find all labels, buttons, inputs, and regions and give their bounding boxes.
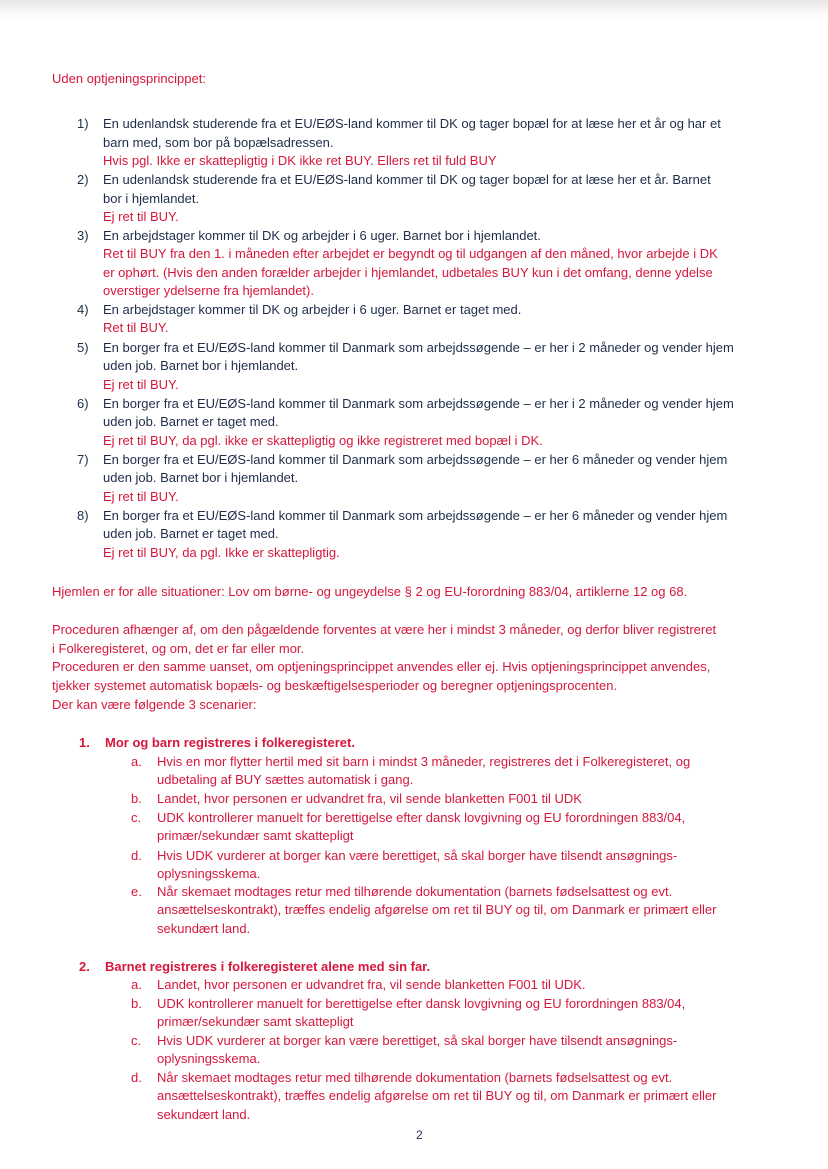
case-number: 8) bbox=[77, 508, 89, 523]
scenario-item-text: sekundært land. bbox=[157, 921, 251, 936]
case-text: uden job. Barnet er taget med. bbox=[103, 414, 279, 429]
case-text: uden job. Barnet er taget med. bbox=[103, 526, 279, 541]
scenario-item-text: udbetaling af BUY sættes automatisk i gang. bbox=[157, 772, 414, 787]
case-text: En borger fra et EU/EØS-land kommer til Danmark som arbejdssøgende – er her i 2 måneder og vender hjem bbox=[103, 340, 734, 355]
scenario-item-letter: b. bbox=[131, 996, 142, 1011]
scenario-item-text: ansættelseskontrakt), træffes endelig afgørelse om ret til BUY og til, om Danmark er primært eller bbox=[157, 902, 717, 917]
procedure-text: Der kan være følgende 3 scenarier: bbox=[52, 697, 257, 712]
case-text: En udenlandsk studerende fra et EU/EØS-land kommer til DK og tager bopæl for at læse her et år. Barnet bbox=[103, 172, 711, 187]
case-number: 2) bbox=[77, 172, 89, 187]
scenario-item-letter: d. bbox=[131, 1070, 142, 1085]
scenario-title: Barnet registreres i folkeregisteret alene med sin far. bbox=[105, 959, 431, 974]
scenario-item-text: Hvis en mor flytter hertil med sit barn i mindst 3 måneder, registreres det i Folkeregisteret, og bbox=[157, 754, 691, 769]
scenario-number: 1. bbox=[79, 735, 90, 750]
case-answer: er ophørt. (Hvis den anden forælder arbejder i hjemlandet, udbetales BUY kun i det omfang, denne ydelse bbox=[103, 265, 713, 280]
case-answer: Ej ret til BUY. bbox=[103, 377, 179, 392]
procedure-text: Proceduren er den samme uanset, om optjeningsprincippet anvendes eller ej. Hvis optjeningsprincippet anvendes, bbox=[52, 659, 711, 674]
case-answer: Hvis pgl. Ikke er skattepligtig i DK ikke ret BUY. Ellers ret til fuld BUY bbox=[103, 153, 497, 168]
case-number: 5) bbox=[77, 340, 89, 355]
case-text: bor i hjemlandet. bbox=[103, 191, 200, 206]
scenario-item-text: ansættelseskontrakt), træffes endelig afgørelse om ret til BUY og til, om Danmark er primært eller bbox=[157, 1088, 717, 1103]
page-number: 2 bbox=[416, 1128, 423, 1142]
case-text: En borger fra et EU/EØS-land kommer til Danmark som arbejdssøgende – er her 6 måneder og vender hjem bbox=[103, 508, 728, 523]
scenario-item-letter: b. bbox=[131, 791, 142, 806]
case-answer: Ej ret til BUY, da pgl. ikke er skattepligtig og ikke registreret med bopæl i DK. bbox=[103, 433, 543, 448]
case-text: En udenlandsk studerende fra et EU/EØS-land kommer til DK og tager bopæl for at læse her et år og har et bbox=[103, 116, 721, 131]
scenario-item-letter: c. bbox=[131, 810, 142, 825]
case-text: uden job. Barnet bor i hjemlandet. bbox=[103, 358, 299, 373]
case-number: 7) bbox=[77, 452, 89, 467]
scenario-item-text: primær/sekundær samt skattepligt bbox=[157, 1014, 354, 1029]
case-answer: Ret til BUY fra den 1. i måneden efter arbejdet er begyndt og til udgangen af den måned, hvor arbejde i DK bbox=[103, 246, 718, 261]
case-text: En arbejdstager kommer til DK og arbejder i 6 uger. Barnet er taget med. bbox=[103, 302, 522, 317]
procedure-text: Proceduren afhænger af, om den pågældende forventes at være her i mindst 3 måneder, og derfor bliver registreret bbox=[52, 622, 717, 637]
case-answer: Ret til BUY. bbox=[103, 320, 169, 335]
scenario-item-text: primær/sekundær samt skattepligt bbox=[157, 828, 354, 843]
case-text: En arbejdstager kommer til DK og arbejder i 6 uger. Barnet bor i hjemlandet. bbox=[103, 228, 541, 243]
case-text: barn med, som bor på bopælsadressen. bbox=[103, 135, 334, 150]
scenario-item-text: oplysningsskema. bbox=[157, 866, 261, 881]
case-number: 3) bbox=[77, 228, 89, 243]
scenario-item-text: oplysningsskema. bbox=[157, 1051, 261, 1066]
case-text: En borger fra et EU/EØS-land kommer til Danmark som arbejdssøgende – er her i 2 måneder og vender hjem bbox=[103, 396, 734, 411]
scenario-item-text: Landet, hvor personen er udvandret fra, vil sende blanketten F001 til UDK. bbox=[157, 977, 586, 992]
case-number: 6) bbox=[77, 396, 89, 411]
case-text: uden job. Barnet bor i hjemlandet. bbox=[103, 470, 299, 485]
scenario-item-text: Når skemaet modtages retur med tilhørende dokumentation (barnets fødselsattest og evt. bbox=[157, 884, 673, 899]
scenario-item-text: UDK kontrollerer manuelt for berettigelse efter dansk lovgivning og EU forordningen 883/04, bbox=[157, 996, 686, 1011]
scenario-item-text: UDK kontrollerer manuelt for berettigelse efter dansk lovgivning og EU forordningen 883/04, bbox=[157, 810, 686, 825]
scenario-item-letter: a. bbox=[131, 754, 142, 769]
scenario-item-text: Landet, hvor personen er udvandret fra, vil sende blanketten F001 til UDK bbox=[157, 791, 582, 806]
scenario-item-letter: e. bbox=[131, 884, 142, 899]
scenario-item-text: Hvis UDK vurderer at borger kan være berettiget, så skal borger have tilsendt ansøgnings- bbox=[157, 848, 678, 863]
section-heading: Uden optjeningsprincippet: bbox=[52, 71, 206, 86]
case-answer: Ej ret til BUY. bbox=[103, 209, 179, 224]
scenario-item-text: Hvis UDK vurderer at borger kan være berettiget, så skal borger have tilsendt ansøgnings- bbox=[157, 1033, 678, 1048]
procedure-text: tjekker systemet automatisk bopæls- og beskæftigelsesperioder og beregner optjeningsprocenten. bbox=[52, 678, 618, 693]
scenario-title: Mor og barn registreres i folkeregisteret. bbox=[105, 735, 355, 750]
legal-basis: Hjemlen er for alle situationer: Lov om børne- og ungeydelse § 2 og EU-forordning 883/04, artiklerne 12 og 68. bbox=[52, 584, 688, 599]
scenario-item-letter: c. bbox=[131, 1033, 142, 1048]
scenario-item-text: sekundært land. bbox=[157, 1107, 251, 1122]
scenario-item-letter: a. bbox=[131, 977, 142, 992]
case-number: 4) bbox=[77, 302, 89, 317]
case-number: 1) bbox=[77, 116, 89, 131]
scenario-item-letter: d. bbox=[131, 848, 142, 863]
scenario-item-text: Når skemaet modtages retur med tilhørende dokumentation (barnets fødselsattest og evt. bbox=[157, 1070, 673, 1085]
scenario-number: 2. bbox=[79, 959, 90, 974]
case-answer: Ej ret til BUY, da pgl. Ikke er skattepligtig. bbox=[103, 545, 340, 560]
case-answer: overstiger ydelserne fra hjemlandet). bbox=[103, 283, 314, 298]
case-answer: Ej ret til BUY. bbox=[103, 489, 179, 504]
procedure-text: i Folkeregisteret, og om, det er far eller mor. bbox=[52, 641, 305, 656]
case-text: En borger fra et EU/EØS-land kommer til Danmark som arbejdssøgende – er her 6 måneder og vender hjem bbox=[103, 452, 728, 467]
